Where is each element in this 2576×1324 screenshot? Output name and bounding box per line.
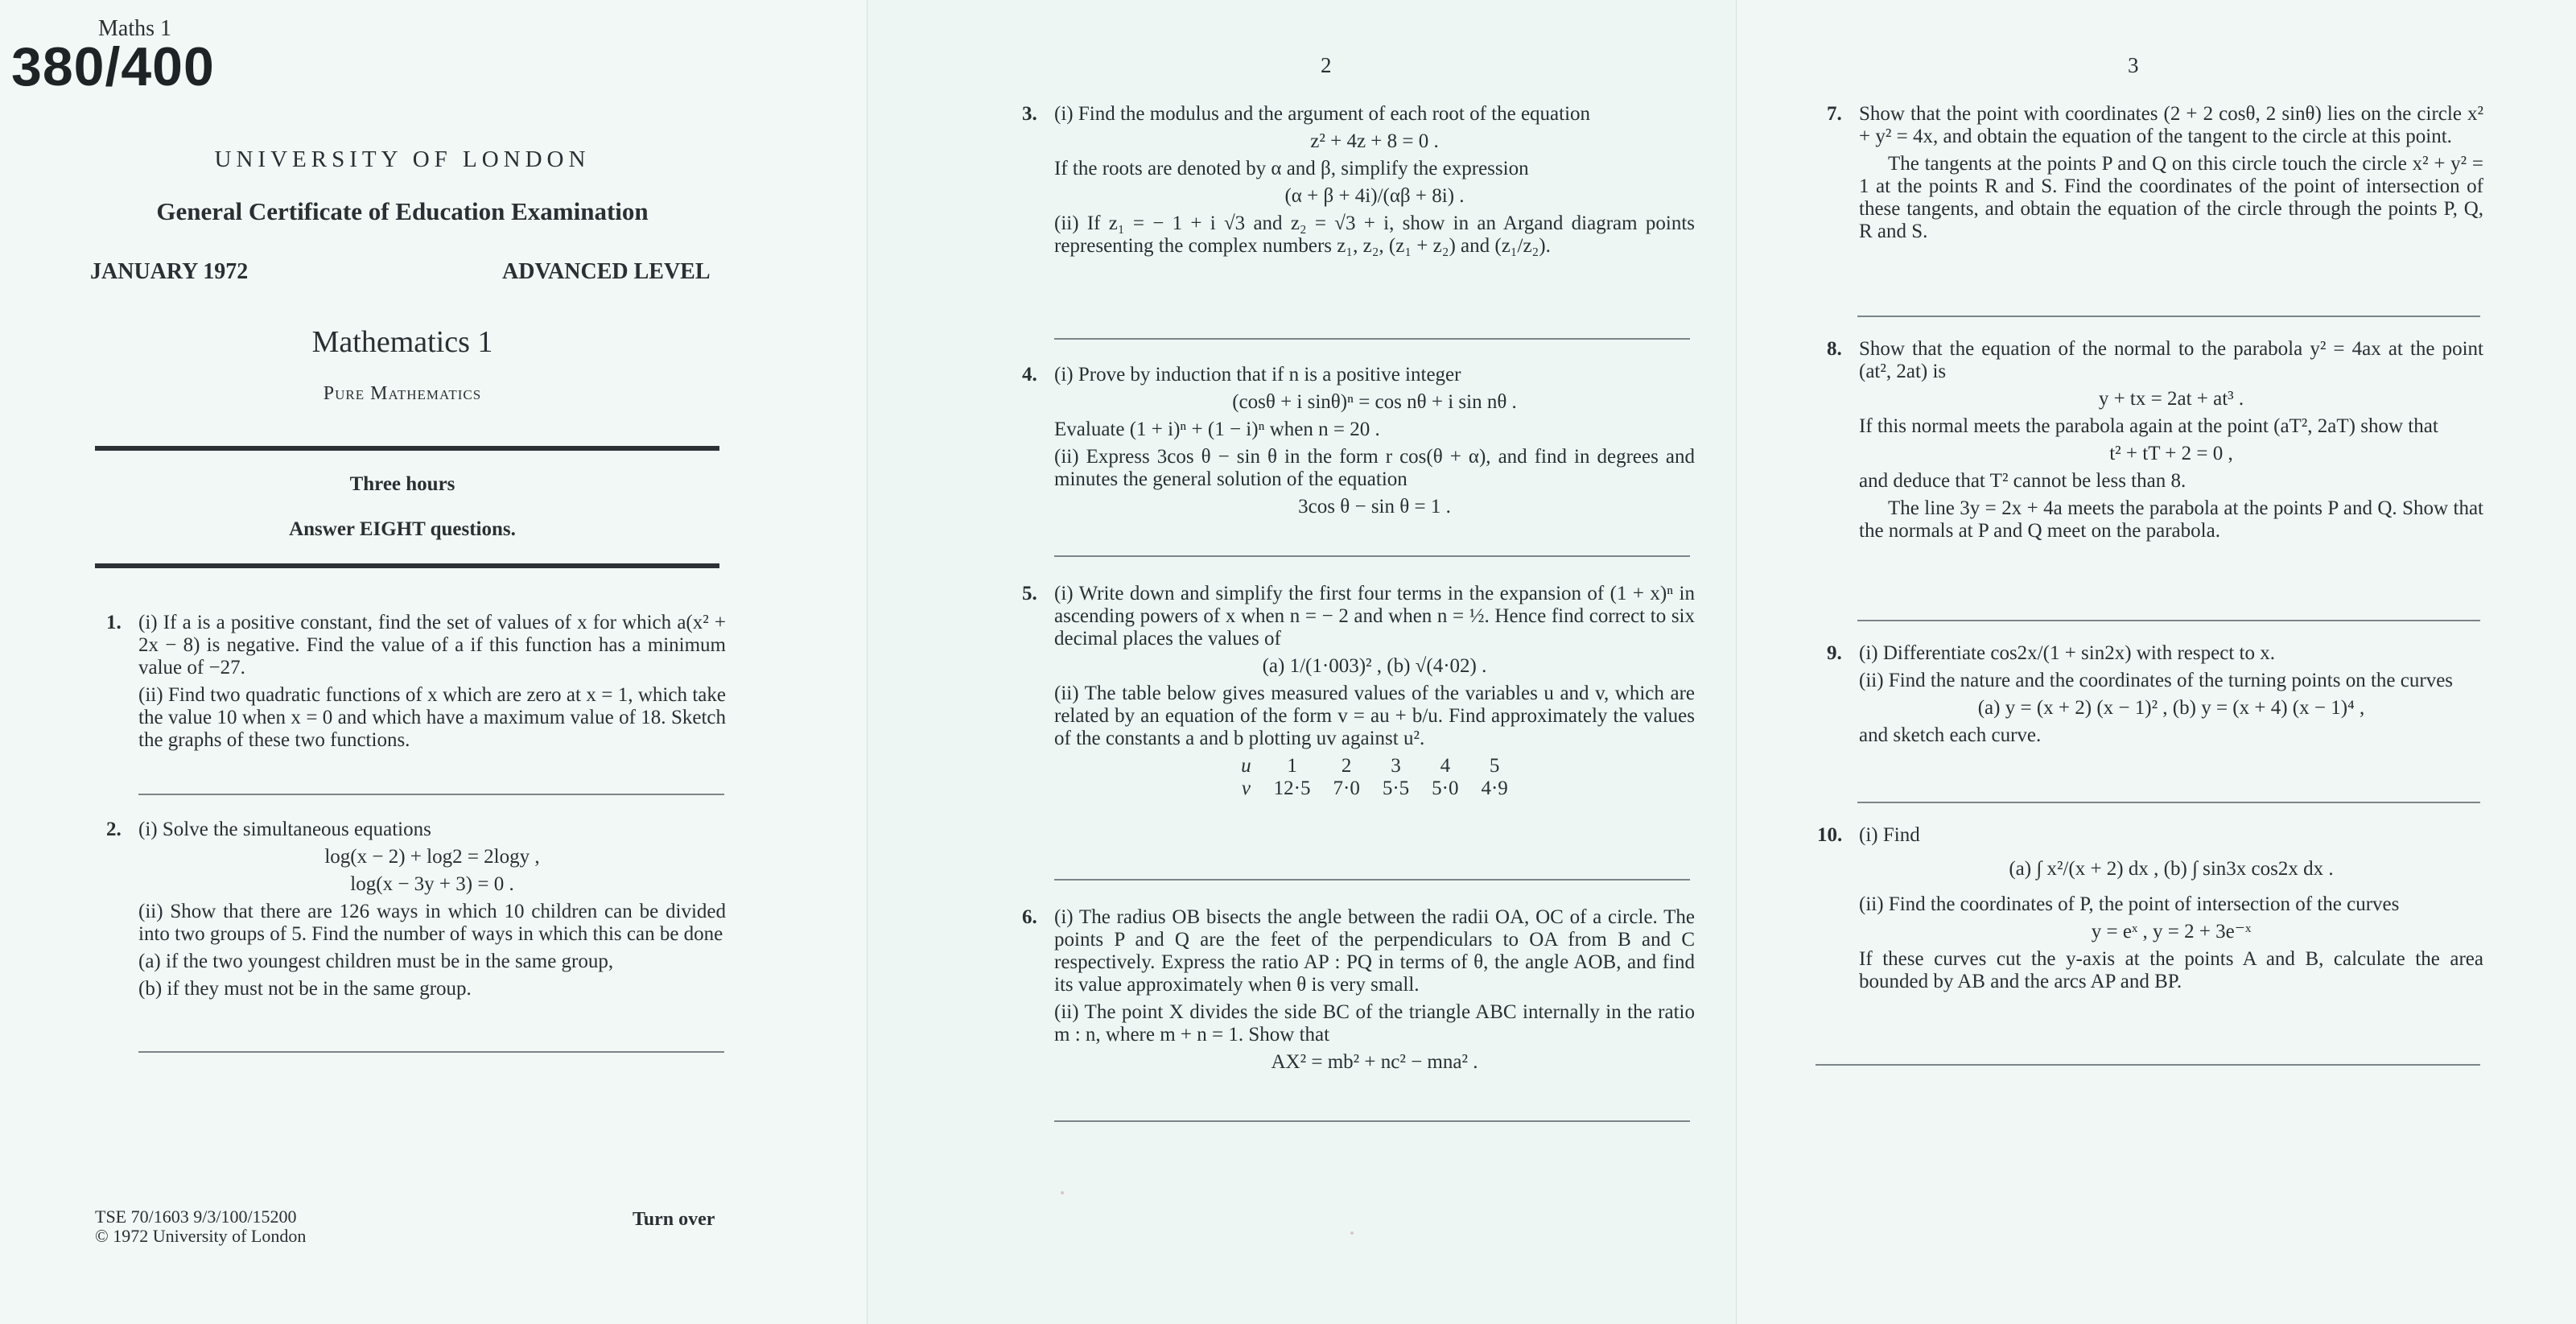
question-part: (i) The radius OB bisects the angle between the radii OA, OC of a circle. The points P and Q are the feet of the perpendiculars to OA from B and C respectively. Express the ratio AP : PQ in terms of θ, the angle AOB, and find its value approximately when θ is very small. (1054, 906, 1695, 996)
university-name: UNIVERSITY OF LONDON (214, 146, 591, 172)
question-number: 4. (1022, 364, 1037, 386)
question-part: If these curves cut the y-axis at the points A and B, calculate the area bounded by AB and the arcs AP and BP. (1859, 948, 2483, 992)
table-cell: 2 (1341, 755, 1352, 777)
page-2 (868, 0, 1737, 1324)
table-cell: 12·5 (1273, 777, 1311, 799)
question-5 (1022, 583, 1695, 800)
divider-bottom (95, 563, 719, 568)
question-9 (1827, 642, 2483, 752)
question-part: (ii) The point X divides the side BC of the triangle ABC internally in the ratio m : n, where m + n = 1. Show that (1054, 1001, 1695, 1046)
question-number: 3. (1022, 103, 1037, 125)
equation: z² + 4z + 8 = 0 . (1310, 130, 1439, 152)
question-divider (138, 1051, 724, 1053)
question-divider (1054, 555, 1690, 557)
question-divider (1054, 1120, 1690, 1122)
question-part: If the roots are denoted by α and β, simplify the expression (1054, 158, 1529, 179)
question-part: Show that the point with coordinates (2 + 2 cosθ, 2 sinθ) lies on the circle x² + y² = 4x, and obtain the equation of the tangent to the circle at this point. (1859, 103, 2483, 147)
footer-reference (95, 1207, 306, 1246)
paper-speck (1061, 1191, 1064, 1194)
exam-session: JANUARY 1972 (90, 259, 249, 284)
table-cell: 3 (1391, 755, 1401, 777)
equation: (a) 1/(1·003)² , (b) √(4·02) . (1262, 655, 1487, 677)
question-part: (ii) If z₁ = − 1 + i √3 and z₂ = √3 + i, show in an Argand diagram points representing the complex numbers z₁, z₂, (z₁ + z₂) and (z₁/z₂). (1054, 212, 1695, 257)
question-part: (ii) Show that there are 126 ways in which 10 children can be divided into two groups of 5. Find the number of ways in which this can be done (138, 901, 726, 945)
table-row (1230, 755, 1519, 777)
question-part: and deduce that T² cannot be less than 8. (1859, 470, 2187, 492)
equation: AX² = mb² + nc² − mna² . (1271, 1051, 1478, 1073)
question-part: (i) If a is a positive constant, find the set of values of x for which a(x² + 2x − 8) is negative. Find the value of a if this function has a minimum value of −27. (138, 612, 726, 678)
question-number: 7. (1827, 103, 1842, 125)
question-part: (i) Solve the simultaneous equations (138, 819, 431, 840)
table-cell: 1 (1287, 755, 1297, 777)
subject-subtitle: Pure Mathematics (323, 383, 482, 404)
question-part: The line 3y = 2x + 4a meets the parabola at the points P and Q. Show that the normals at P and Q meet on the parabola. (1859, 497, 2483, 542)
table-row (1230, 777, 1519, 800)
equation: (a) y = (x + 2) (x − 1)² , (b) y = (x + 4) (x − 1)⁴ , (1977, 697, 2365, 719)
question-subpart: (a) if the two youngest children must be in the same group, (138, 951, 614, 972)
footer-code: TSE 70/1603 9/3/100/15200 (95, 1206, 297, 1227)
question-divider (138, 794, 724, 795)
question-1 (106, 612, 726, 757)
question-part: (ii) Find two quadratic functions of x which are zero at x = 1, which take the value 10 when x = 0 and which have a maximum value of 18. Sketch the graphs of these two functions. (138, 684, 726, 751)
equation: t² + tT + 2 = 0 , (2109, 443, 2233, 464)
question-part: (i) Find the modulus and the argument of each root of the equation (1054, 103, 1591, 125)
equation: (α + β + 4i)/(αβ + 8i) . (1284, 185, 1465, 207)
row-label: u (1241, 755, 1251, 777)
question-divider (1857, 802, 2480, 803)
question-part: (ii) Express 3cos θ − sin θ in the form r cos(θ + α), and find in degrees and minutes the general solution of the equation (1054, 446, 1695, 490)
question-divider (1857, 620, 2480, 621)
paper-speck (1350, 1231, 1354, 1235)
question-6 (1022, 906, 1695, 1079)
question-part: The tangents at the points P and Q on this circle touch the circle x² + y² = 1 at the points R and S. Find the coordinates of the point of intersection of these tangents, and obtain the equation of the circle through the points P, Q, R and S. (1859, 153, 2483, 242)
question-divider (1857, 316, 2480, 317)
question-part: (ii) Find the coordinates of P, the point of intersection of the curves (1859, 893, 2400, 915)
table-cell: 4·9 (1481, 777, 1508, 799)
question-divider (1054, 338, 1690, 340)
question-part: (ii) Find the nature and the coordinates of the turning points on the curves (1859, 670, 2454, 691)
table-cell: 5·5 (1382, 777, 1410, 799)
exam-instruction: Answer EIGHT questions. (289, 518, 516, 540)
question-number: 6. (1022, 906, 1037, 928)
question-part: Evaluate (1 + i)ⁿ + (1 − i)ⁿ when n = 20 . (1054, 419, 1380, 440)
question-subpart: (b) if they must not be in the same group. (138, 978, 472, 1000)
exam-duration: Three hours (349, 473, 455, 495)
paper-code: 380/400 (11, 36, 215, 97)
question-number: 9. (1827, 642, 1842, 664)
question-10 (1817, 824, 2483, 998)
table-cell: 5·0 (1432, 777, 1459, 799)
exam-title: General Certificate of Education Examination (156, 197, 649, 225)
equation: log(x − 2) + log2 = 2logy , (324, 846, 540, 868)
question-part: (i) Prove by induction that if n is a positive integer (1054, 364, 1461, 386)
page-number: 2 (1321, 53, 1332, 77)
uv-table (1230, 755, 1519, 800)
question-part: (i) Write down and simplify the first four terms in the expansion of (1 + x)ⁿ in ascending powers of x when n = − 2 and when n = ½. Hence find correct to six decimal places the values of (1054, 583, 1695, 650)
equation: (a) ∫ x²/(x + 2) dx , (b) ∫ sin3x cos2x dx . (2009, 858, 2334, 880)
question-part: (i) Find (1859, 824, 1920, 846)
copyright: © 1972 University of London (95, 1226, 307, 1246)
question-divider (1816, 1064, 2480, 1066)
question-part: (i) Differentiate cos2x/(1 + sin2x) with respect to x. (1859, 642, 2275, 664)
question-divider (1054, 879, 1690, 881)
question-8 (1827, 338, 2483, 547)
question-number: 5. (1022, 583, 1037, 604)
question-3 (1022, 103, 1695, 262)
paper-name: Maths 1 (98, 16, 171, 41)
page-3 (1737, 0, 2576, 1324)
equation: y = eˣ , y = 2 + 3e⁻ˣ (2091, 921, 2252, 942)
question-part: If this normal meets the parabola again at the point (aT², 2aT) show that (1859, 415, 2438, 437)
table-cell: 4 (1440, 755, 1451, 777)
equation: y + tx = 2at + at³ . (2098, 388, 2244, 410)
equation: 3cos θ − sin θ = 1 . (1298, 496, 1451, 518)
question-2 (106, 819, 726, 1005)
question-7 (1827, 103, 2483, 248)
table-cell: 7·0 (1333, 777, 1360, 799)
question-part: Show that the equation of the normal to the parabola y² = 4ax at the point (at², 2at) is (1859, 338, 2483, 382)
equation: (cosθ + i sinθ)ⁿ = cos nθ + i sin nθ . (1232, 391, 1517, 413)
question-number: 10. (1817, 824, 1843, 846)
exam-level: ADVANCED LEVEL (502, 259, 711, 284)
row-label: v (1241, 777, 1251, 799)
question-number: 2. (106, 819, 122, 840)
question-part: and sketch each curve. (1859, 724, 2042, 746)
table-cell: 5 (1489, 755, 1500, 777)
turn-over: Turn over (633, 1209, 715, 1230)
subject-title: Mathematics 1 (311, 325, 493, 359)
question-part: (ii) The table below gives measured values of the variables u and v, which are related by an equation of the form v = au + b/u. Find approximately the values of the constants a and b plotting uv against u². (1054, 683, 1695, 749)
question-number: 8. (1827, 338, 1842, 360)
question-4 (1022, 364, 1695, 523)
page-number: 3 (2128, 53, 2139, 77)
question-number: 1. (106, 612, 122, 633)
cover-page (0, 0, 868, 1324)
divider-top (95, 446, 719, 451)
equation: log(x − 3y + 3) = 0 . (350, 873, 514, 895)
